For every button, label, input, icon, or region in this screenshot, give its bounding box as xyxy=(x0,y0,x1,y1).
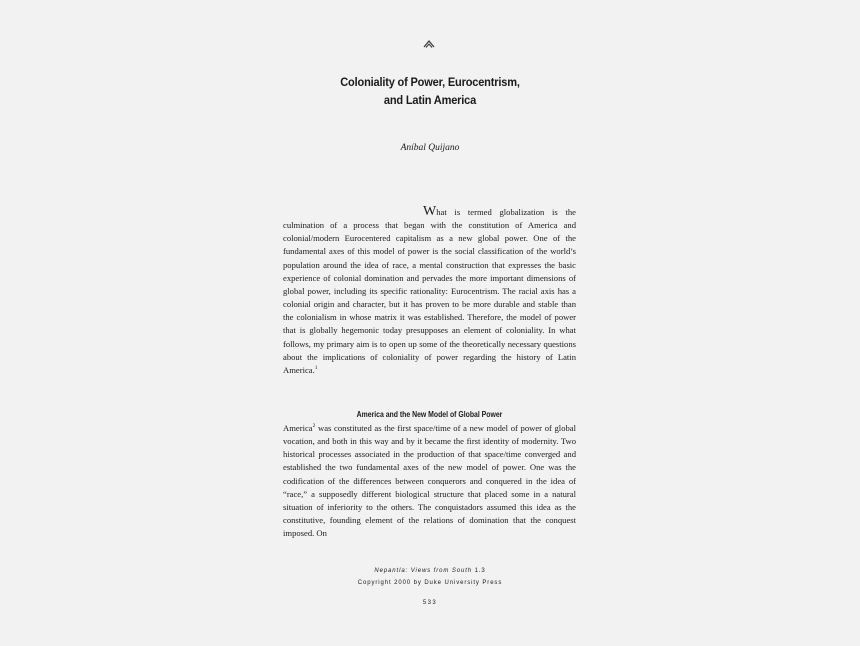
author-name: Aníbal Quijano xyxy=(400,143,460,153)
dropcap-letter: W xyxy=(423,204,437,219)
footer-copyright: Copyright 2000 by Duke University Press xyxy=(357,580,503,586)
title-line-1: Coloniality of Power, Eurocentrism, xyxy=(340,75,520,89)
intro-paragraph xyxy=(283,206,576,377)
footnote-marker-2[interactable]: 2 xyxy=(312,423,316,430)
intro-text: hat is termed globalization is the culmination of a process that began with the constitution of America and colonial/modern Eurocentered capitalism as a new global power. One of the fundamental axes of this model of power is the social classification of the world’s population around the idea of race, a mental construction that expresses the basic experience of colonial domination and pervades the more important dimensions of global power, including its specific rationality: Eurocentrism. The racial axis has a colonial origin and character, but it has proven to be more durable and stable than the colonialism in whose matrix it was established. Therefore, the model of power that is globally hegemonic today presupposes an element of coloniality. In what follows, my primary aim is to open up some of the theoretically necessary questions about the implications of coloniality of power regarding the history of Latin America. xyxy=(283,207,576,375)
footer-journal-line xyxy=(280,567,580,575)
section-lead-word: America xyxy=(283,423,313,433)
page-number: 533 xyxy=(422,600,438,606)
title-line-2: and Latin America xyxy=(383,93,477,107)
section-paragraph xyxy=(283,422,576,540)
section-text: was constituted as the first space/time of a new model of power of global vocation, and both in this way and by it became the first identity of modernity. Two historical processes associated in the production of that space/time converged and established the two fundamental axes of the new model of power. One was the codification of the differences between conquerors and conquered in the idea of “race,” a supposedly different biological structure that placed some in a natural situation of inferiority to the others. The conquistadors assumed this idea as the constitutive, founding element of the relations of domination that the conquest imposed. On xyxy=(283,423,576,539)
journal-issue: 1.3 xyxy=(474,568,486,574)
journal-name: Nepantla: Views from South xyxy=(374,568,473,574)
section-heading: America and the New Model of Global Power xyxy=(356,410,503,419)
article-title xyxy=(246,73,614,109)
footnote-marker-1[interactable]: 1 xyxy=(314,365,318,372)
journal-logo-icon xyxy=(423,39,435,49)
